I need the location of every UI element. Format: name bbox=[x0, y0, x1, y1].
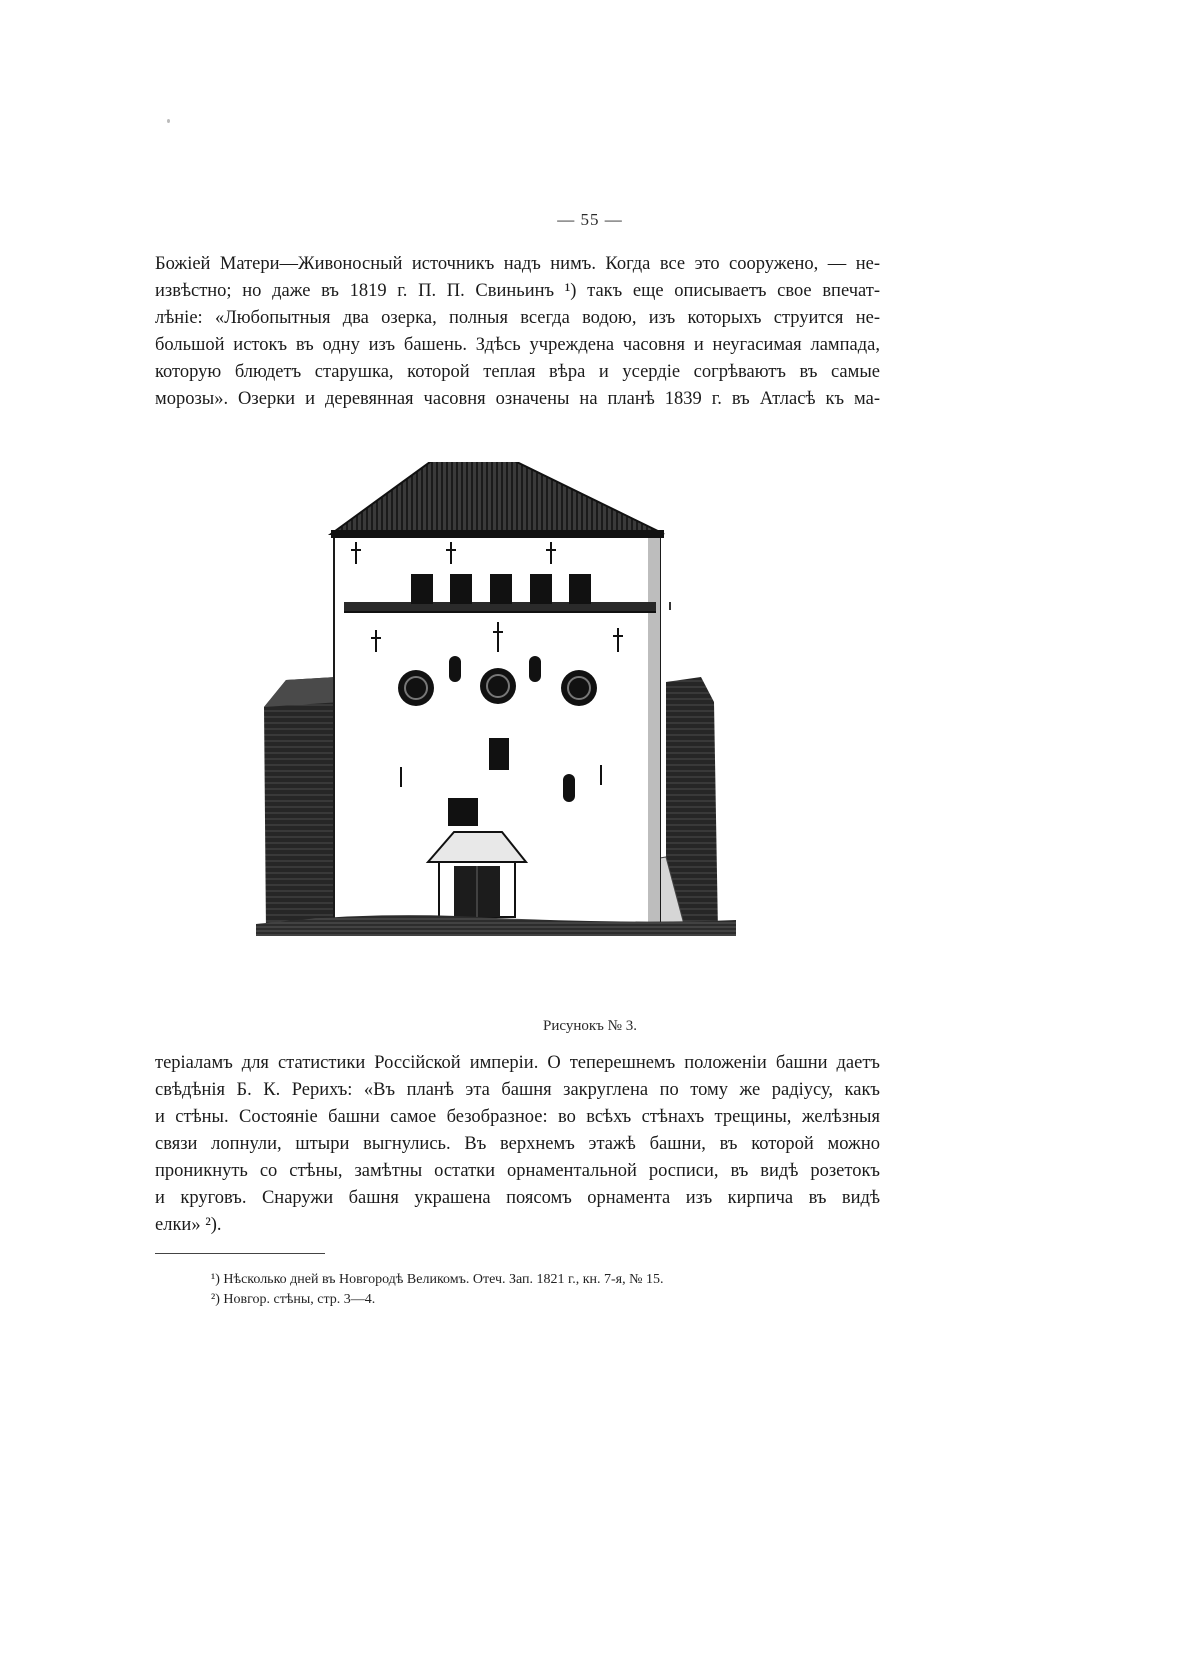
scan-speck bbox=[167, 119, 170, 123]
text-line: лѣніе: «Любопытныя два озерка, полныя всегда водою, изъ которыхъ струится не- bbox=[155, 308, 880, 328]
footnote-2: ²) Новгор. стѣны, стр. 3—4. bbox=[211, 1292, 376, 1307]
text-line: извѣстно; но даже въ 1819 г. П. П. Свиньинъ ¹) такъ еще описываетъ свое впечат- bbox=[155, 281, 880, 301]
text-line: и круговъ. Снаружи башня украшена поясомъ орнамента изъ кирпича въ видѣ bbox=[155, 1188, 880, 1208]
figure-caption: Рисунокъ № 3. bbox=[543, 1018, 637, 1034]
text-line: свѣдѣнія Б. К. Рерихъ: «Въ планѣ эта башня закруглена по тому же радіусу, какъ bbox=[155, 1080, 880, 1100]
footnote-1: ¹) Нѣсколько дней въ Новгородѣ Великомъ. Отеч. Зап. 1821 г., кн. 7-я, № 15. bbox=[211, 1272, 664, 1287]
tower-illustration bbox=[256, 462, 766, 992]
text-line: Божіей Матери—Живоносный источникъ надъ нимъ. Когда все это сооружено, — не- bbox=[155, 254, 880, 274]
text-line: теріаламъ для статистики Россійской имперіи. О теперешнемъ положеніи башни даетъ bbox=[155, 1053, 880, 1073]
text-line: которую блюдетъ старушка, которой теплая вѣра и усердіе согрѣваютъ въ самые bbox=[155, 362, 880, 382]
text-line: проникнуть со стѣны, замѣтны остатки орнаментальной росписи, въ видѣ розетокъ bbox=[155, 1161, 880, 1181]
text-line: и стѣны. Состояніе башни самое безобразное: во всѣхъ стѣнахъ трещины, желѣзныя bbox=[155, 1107, 880, 1127]
page-number: — 55 — bbox=[557, 210, 623, 229]
text-line: связи лопнули, штыри выгнулись. Въ верхнемъ этажѣ башни, въ которой можно bbox=[155, 1134, 880, 1154]
footnotes bbox=[211, 1270, 663, 1310]
paragraph-bottom bbox=[155, 1050, 880, 1239]
footnote-divider bbox=[155, 1253, 325, 1254]
paragraph-top bbox=[155, 251, 880, 413]
text-line: большой истокъ въ одну изъ башень. Здѣсь учреждена часовня и неугасимая лампада, bbox=[155, 335, 880, 355]
text-line: морозы». Озерки и деревянная часовня означены на планѣ 1839 г. въ Атласѣ къ ма- bbox=[155, 389, 880, 409]
text-line: елки» ²). bbox=[155, 1215, 222, 1235]
